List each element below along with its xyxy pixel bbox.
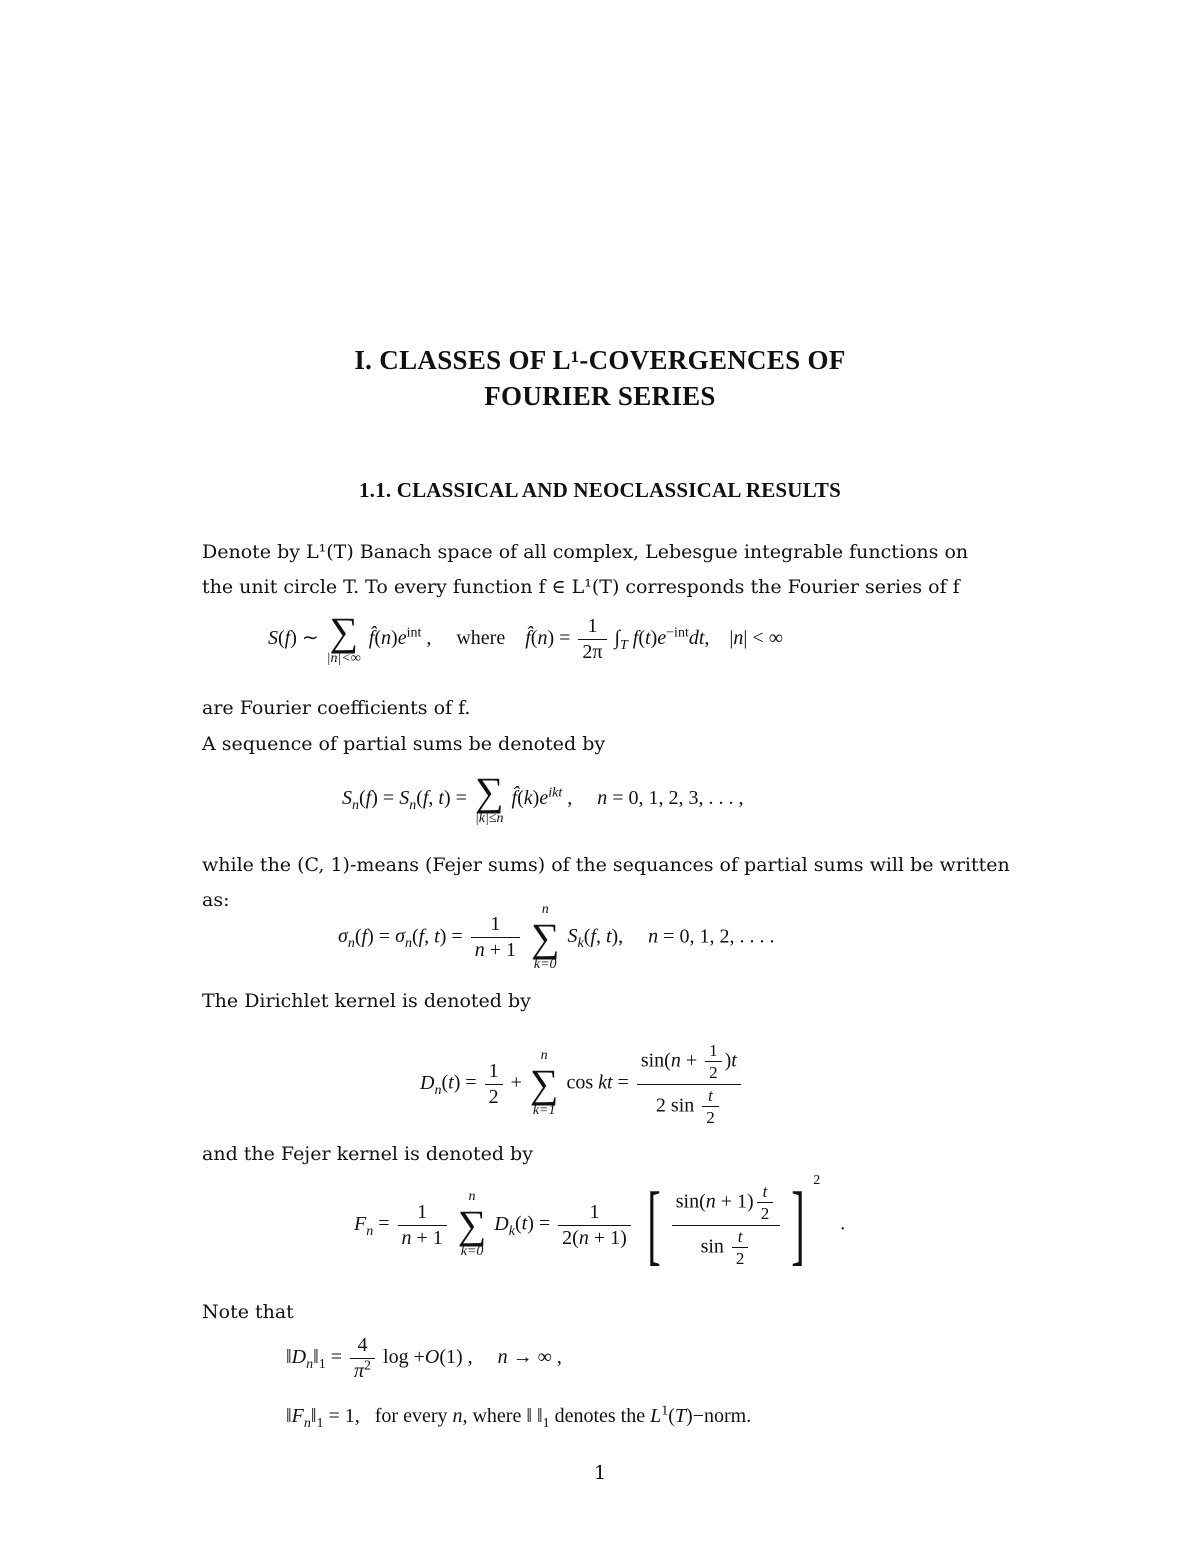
- paragraph-7: Note that: [202, 1301, 294, 1323]
- paragraph-2: are Fourier coefficients of f.: [202, 697, 471, 719]
- paragraph-4-line-1: while the (C, 1)-means (Fejer sums) of the sequances of partial sums will be written: [202, 854, 1010, 876]
- equation-dirichlet-norm: $‖D_n‖_1$ = $\frac{4}{\pi^2}$ log +O(1) , n → ∞ ,: [286, 1334, 562, 1382]
- equation-partial-sums: $S_n(f) = S_n(f$, t) = ∑ |k|≤n $f̂(k)e^{ikt}$ , n = 0, 1, 2, 3, . . . ,: [342, 769, 744, 826]
- page-number: 1: [593, 1462, 607, 1484]
- paragraph-5: The Dirichlet kernel is denoted by: [202, 990, 531, 1012]
- paragraph-6: and the Fejer kernel is denoted by: [202, 1143, 533, 1165]
- equation-fourier-series: S(f) ∼ ∑ |n|<∞ $f̂(n)e^{int}$ , where f̂(n) = $\frac{1}{2\pi}$ $\int_T$ $f(t)e^{-int}dt$, |n| < ∞: [268, 609, 783, 666]
- chapter-title-line1: I. CLASSES OF L¹-COVERGENCES OF: [354, 345, 846, 375]
- paragraph-4-line-2: as:: [202, 889, 230, 911]
- equation-fejer-kernel: $F_n$ = $\frac{1}{n + 1}$ n ∑ k=0 $D_k(t)$ = $\frac{1}{2(n + 1)}$ [ sin(n + 1) $\frac{t}{2}$ sin $\frac{t}{2}$ ] $^2$ .: [354, 1172, 846, 1274]
- section-heading: 1.1. CLASSICAL AND NEOCLASSICAL RESULTS: [358, 478, 842, 502]
- chapter-title-line2: FOURIER SERIES: [484, 381, 716, 411]
- equation-dirichlet-kernel: $D_n(t)$ = $\frac{1}{2}$ + n ∑ k=1 cos kt = sin(n + $\frac{1}{2}$ )t 2 sin $\frac{t}{2}$: [420, 1040, 744, 1128]
- paragraph-1-line-2: the unit circle T. To every function f ∈ L¹(T) corresponds the Fourier series of f: [202, 576, 960, 598]
- equation-fejer-sums: $\sigma_n(f) = \sigma_n(f$, t) = $\frac{1}{n + 1}$ n ∑ k=0 $S_k(f$, t), n = 0, 1, 2, . . . .: [338, 902, 775, 972]
- paragraph-1-line-1: Denote by L¹(T) Banach space of all complex, Lebesgue integrable functions on: [202, 541, 969, 563]
- paragraph-3: A sequence of partial sums be denoted by: [202, 733, 606, 755]
- equation-fejer-norm: $‖F_n‖_1 = 1$, for every n, where ‖ $‖_1$ denotes the $L^1(T)-norm$.: [286, 1403, 752, 1431]
